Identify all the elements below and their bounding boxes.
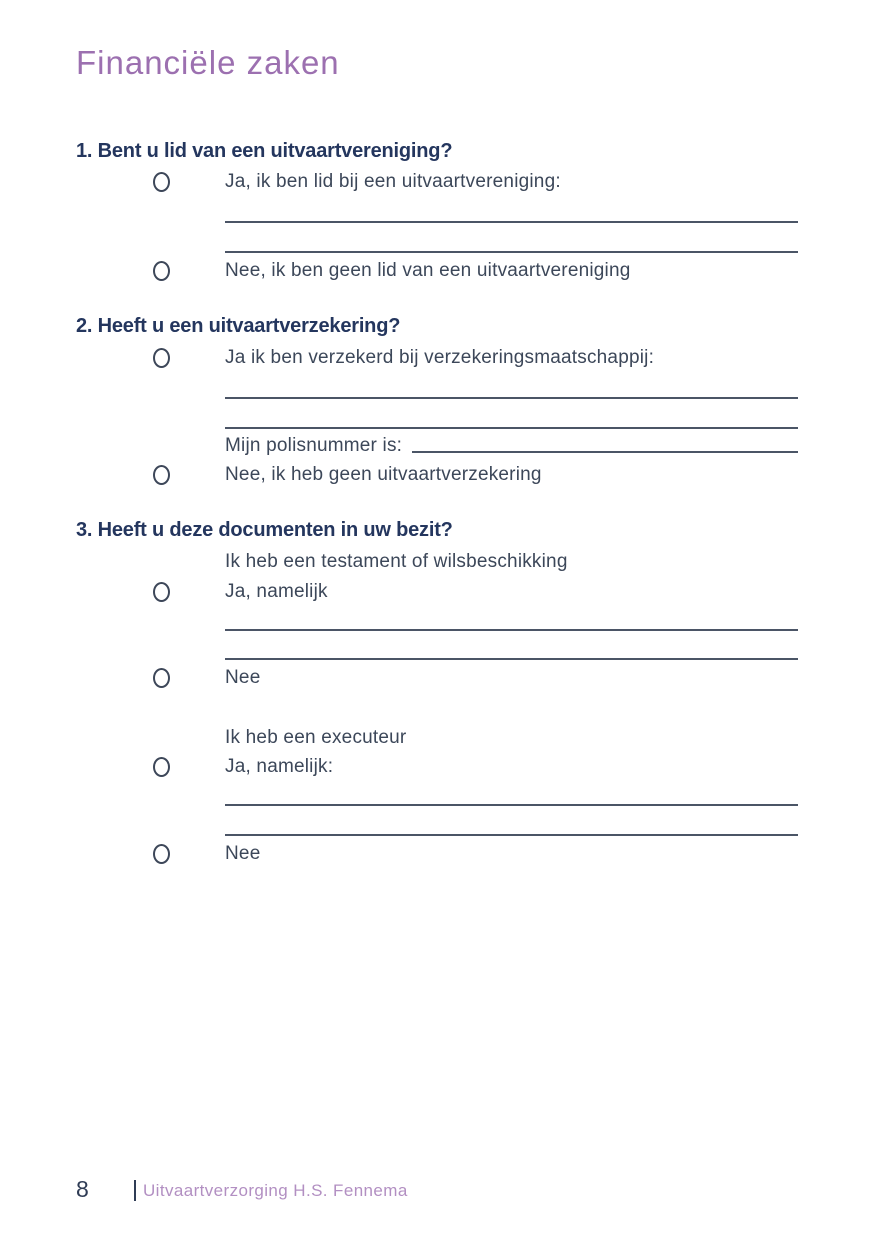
q1-option-no-label: Nee, ik ben geen lid van een uitvaartvereniging	[225, 260, 631, 281]
question-3-heading: 3. Heeft u deze documenten in uw bezit?	[76, 519, 453, 541]
executor-statement-label: Ik heb een executeur	[225, 727, 407, 748]
testament-yes-label: Ja, namelijk	[225, 581, 328, 602]
q1-option-yes-label: Ja, ik ben lid bij een uitvaartvereniging:	[225, 171, 561, 192]
radio-q1-yes[interactable]	[153, 172, 170, 192]
q1-write-in-line-1[interactable]	[225, 221, 798, 223]
q2-option-no-label: Nee, ik heb geen uitvaartverzekering	[225, 464, 542, 485]
executor-write-in-line-1[interactable]	[225, 804, 798, 806]
polis-number-label: Mijn polisnummer is:	[225, 435, 403, 456]
q2-option-yes	[153, 346, 798, 370]
q2-write-in-line-2[interactable]	[225, 427, 798, 429]
q2-polis-row	[225, 434, 798, 458]
q2-option-no	[153, 463, 798, 487]
radio-executor-no[interactable]	[153, 844, 170, 864]
radio-executor-yes[interactable]	[153, 757, 170, 777]
testament-write-in-line-2[interactable]	[225, 658, 798, 660]
footer-brand: Uitvaartverzorging H.S. Fennema	[143, 1181, 408, 1200]
q3-testament-option-yes	[153, 580, 798, 604]
q3-testament-statement	[225, 550, 798, 574]
radio-q2-yes[interactable]	[153, 348, 170, 368]
q3-executor-option-no	[153, 842, 798, 866]
question-2-heading: 2. Heeft u een uitvaartverzekering?	[76, 315, 401, 337]
q2-write-in-line-1[interactable]	[225, 397, 798, 399]
q1-option-yes	[153, 170, 798, 194]
testament-write-in-line-1[interactable]	[225, 629, 798, 631]
footer-divider-bar	[134, 1180, 136, 1201]
q3-executor-statement	[225, 726, 798, 750]
polis-number-write-in-line[interactable]	[412, 434, 798, 453]
executor-no-label: Nee	[225, 843, 261, 864]
q2-option-yes-label: Ja ik ben verzekerd bij verzekeringsmaatschappij:	[225, 347, 655, 368]
page-title: Financiële zaken	[76, 44, 340, 81]
executor-yes-label: Ja, namelijk:	[225, 756, 334, 777]
testament-no-label: Nee	[225, 667, 261, 688]
radio-q2-no[interactable]	[153, 465, 170, 485]
page-number: 8	[76, 1176, 89, 1202]
q3-executor-option-yes	[153, 755, 798, 779]
question-1-heading: 1. Bent u lid van een uitvaartvereniging?	[76, 140, 453, 162]
q1-write-in-line-2[interactable]	[225, 251, 798, 253]
q1-option-no	[153, 259, 798, 283]
radio-testament-yes[interactable]	[153, 582, 170, 602]
radio-q1-no[interactable]	[153, 261, 170, 281]
radio-testament-no[interactable]	[153, 668, 170, 688]
testament-statement-label: Ik heb een testament of wilsbeschikking	[225, 551, 568, 572]
q3-testament-option-no	[153, 666, 798, 690]
executor-write-in-line-2[interactable]	[225, 834, 798, 836]
